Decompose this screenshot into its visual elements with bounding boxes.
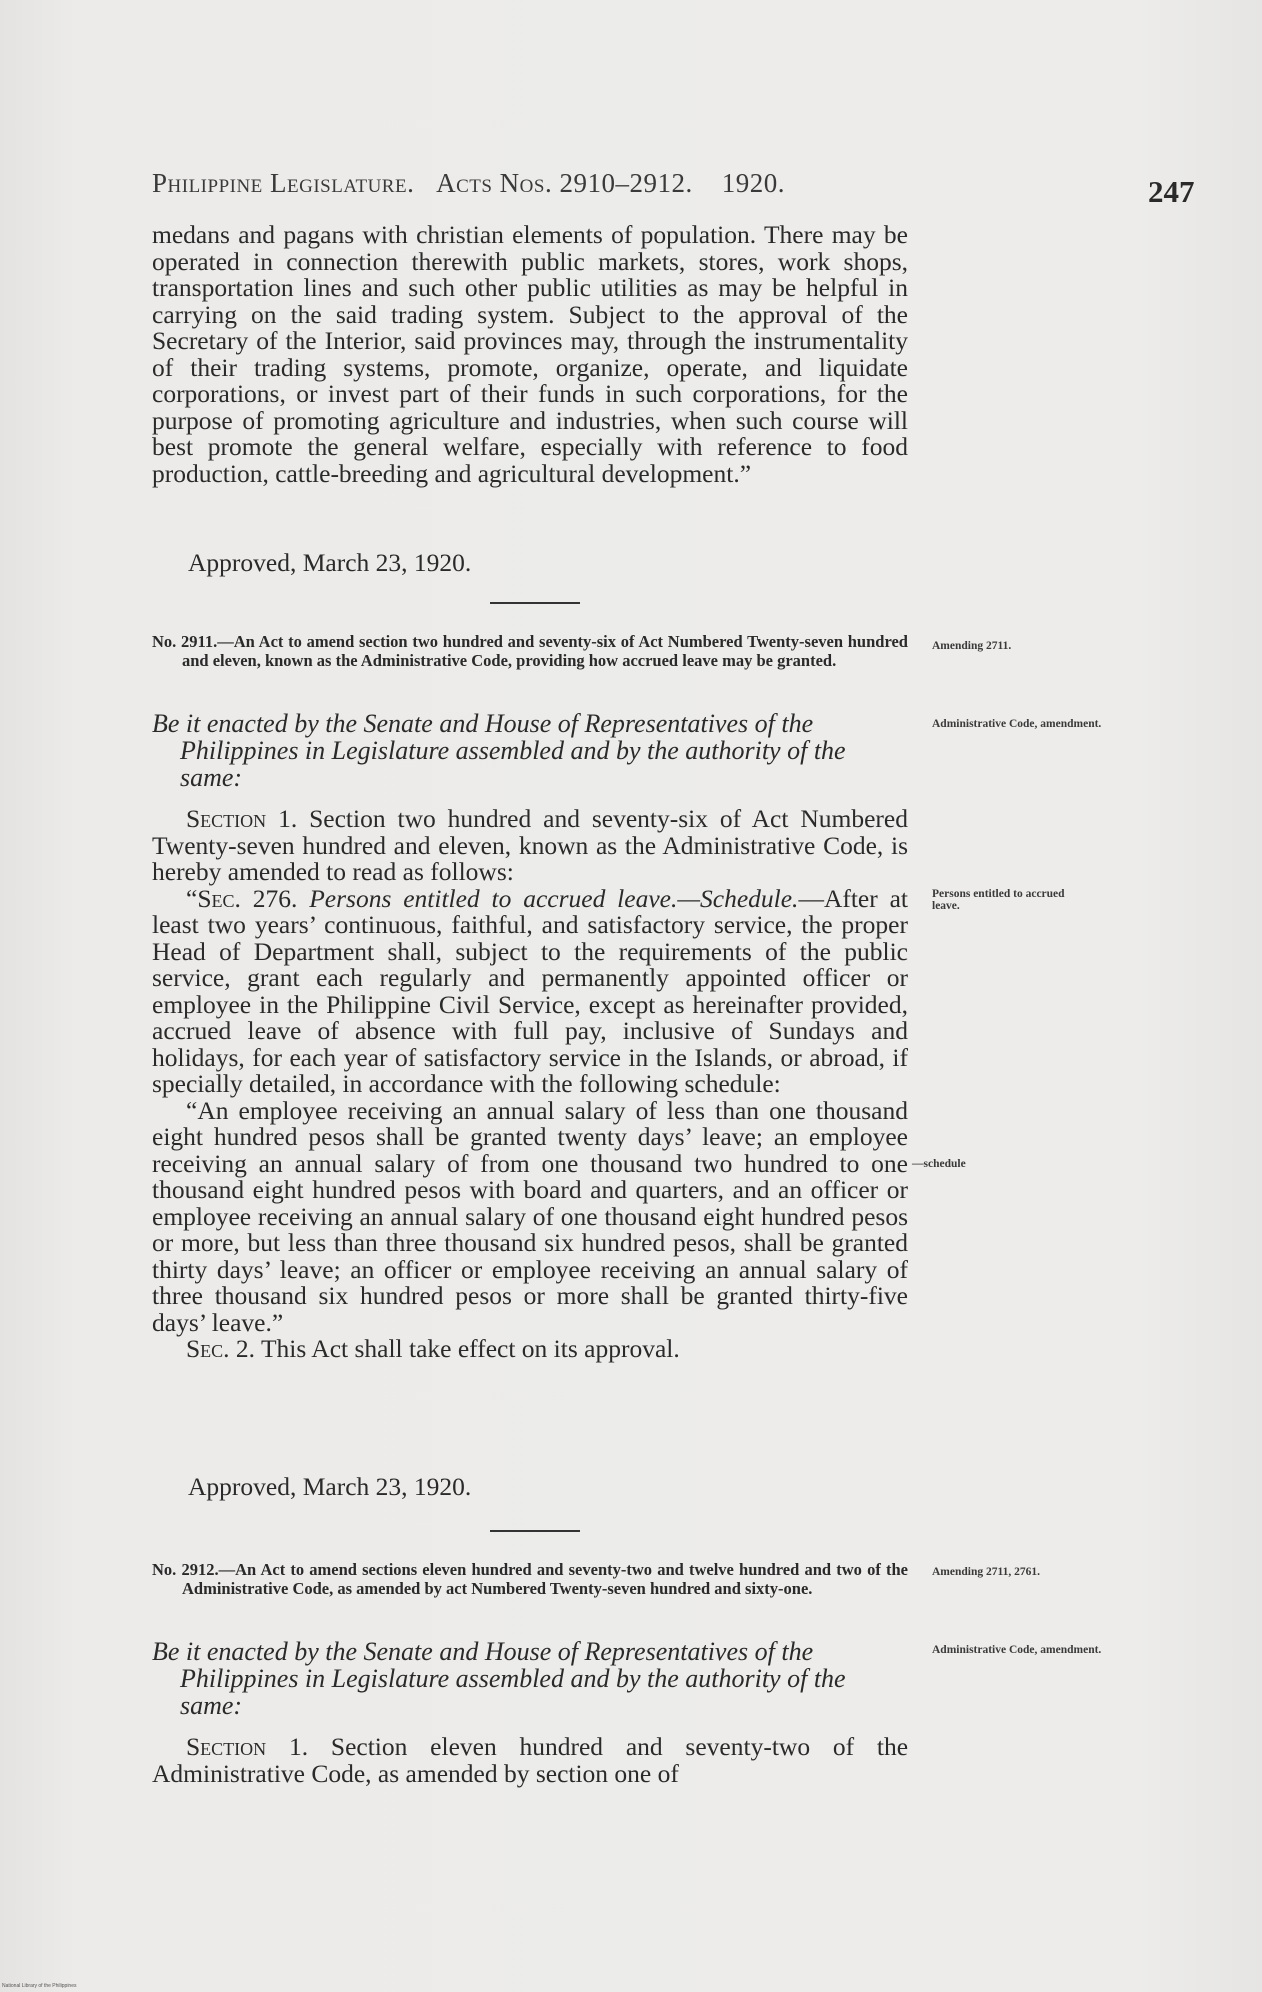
- margin-note-persons-entitled: Persons entitled to accrued leave.: [932, 888, 1065, 912]
- margin-note-amending: Amending 2711.: [932, 640, 1012, 652]
- approved-line-2911: Approved, March 23, 1920.: [188, 1472, 472, 1501]
- margin-note-admin-code-2912: Administrative Code, amendment.: [932, 1644, 1102, 1656]
- act-2911-section-1: Section 1. Section two hundred and seventy-six of Act Numbered Twenty-seven hundred and eleven, known as the Administrative Code, is hereby amended to read as follows: “Sec. 276. Persons entitled to accrued leave.—Schedule.—After at least two years’ continuous, faithful, and satisfactory service, the proper Head of Department shall, subject to the requirements of the public service, grant each regularly and permanently appointed officer or employee in the Philippine Civil Service, except as hereinafter provided, accrued leave of absence with full pay, inclusive of Sundays and holidays, for each year of satisfactory service in the Islands, or abroad, if specially detailed, in accordance with the following schedule: “An employee receiving an annual salary of less than one thousand eight hundred pesos shall be granted twenty days’ leave; an employee receiving an annual salary of from one thousand two hundred to one thousand eight hundred pesos with board and quarters, and an officer or employee receiving an annual salary of one thousand eight hundred pesos or more, but less than three thousand six hundred pesos, shall be granted thirty days’ leave; an officer or employee receiving an annual salary of three thousand six hundred pesos or more shall be granted thirty-five days’ leave.” Sec. 2. This Act shall take effect on its approval.: [152, 804, 908, 1363]
- running-header: [152, 168, 912, 199]
- act-2912-summary: No. 2912.—An Act to amend sections eleven hundred and seventy-two and twelve hundred and two of the Administrative Code, as amended by act Numbered Twenty-seven hundred and sixty-one.: [152, 1560, 908, 1598]
- section-divider: [490, 1530, 580, 1532]
- margin-note-admin-code: Administrative Code, amendment.: [932, 718, 1102, 730]
- header-acts: Acts Nos. 2910–2912.: [436, 168, 693, 198]
- margin-note-schedule: —schedule: [912, 1158, 966, 1170]
- header-title: Philippine Legislature.: [152, 168, 415, 198]
- margin-note-amending-2912: Amending 2711, 2761.: [932, 1566, 1040, 1578]
- approved-line-2910: Approved, March 23, 1920.: [188, 548, 472, 577]
- scan-credit: National Library of the Philippines: [2, 1983, 77, 1989]
- page-number: 247: [1148, 174, 1195, 209]
- act-2912-enacting-clause: Be it enacted by the Senate and House of Representatives of the Philippines in Legislature assembled and by the authority of the same:: [152, 1637, 846, 1720]
- act-2911-summary: No. 2911.—An Act to amend section two hundred and seventy-six of Act Numbered Twenty-seven hundred and eleven, known as the Administrative Code, providing how accrued leave may be granted.: [152, 632, 908, 670]
- continuation-paragraph: medans and pagans with christian elements of population. There may be operated in connection therewith public markets, stores, work shops, transportation lines and such other public utilities as may be helpful in carrying on the said trading system. Subject to the approval of the Secretary of the Interior, said provinces may, through the instrumentality of their trading systems, promote, organize, operate, and liquidate corporations, or invest part of their funds in such corporations, for the purpose of promoting agriculture and industries, when such course will best promote the general welfare, especially with reference to food production, cattle-breeding and agricultural development.”: [152, 220, 908, 488]
- header-year: 1920.: [721, 168, 785, 198]
- act-2911-enacting-clause: Be it enacted by the Senate and House of Representatives of the Philippines in Legislature assembled and by the authority of the same:: [152, 709, 846, 792]
- act-2912-section-1: Section 1. Section eleven hundred and seventy-two of the Administrative Code, as amended by section one of: [152, 1732, 909, 1788]
- section-divider: [490, 602, 580, 604]
- act-2911-schedule: “An employee receiving an annual salary of less than one thousand eight hundred pesos shall be granted twenty days’ leave; an employee receiving an annual salary of from one thousand two hundred to one thousand eight hundred pesos with board and quarters, and an officer or employee receiving an annual salary of one thousand eight hundred pesos or more, but less than three thousand six hundred pesos, shall be granted thirty days’ leave; an officer or employee receiving an annual salary of three thousand six hundred pesos or more shall be granted thirty-five days’ leave.”: [152, 1095, 908, 1337]
